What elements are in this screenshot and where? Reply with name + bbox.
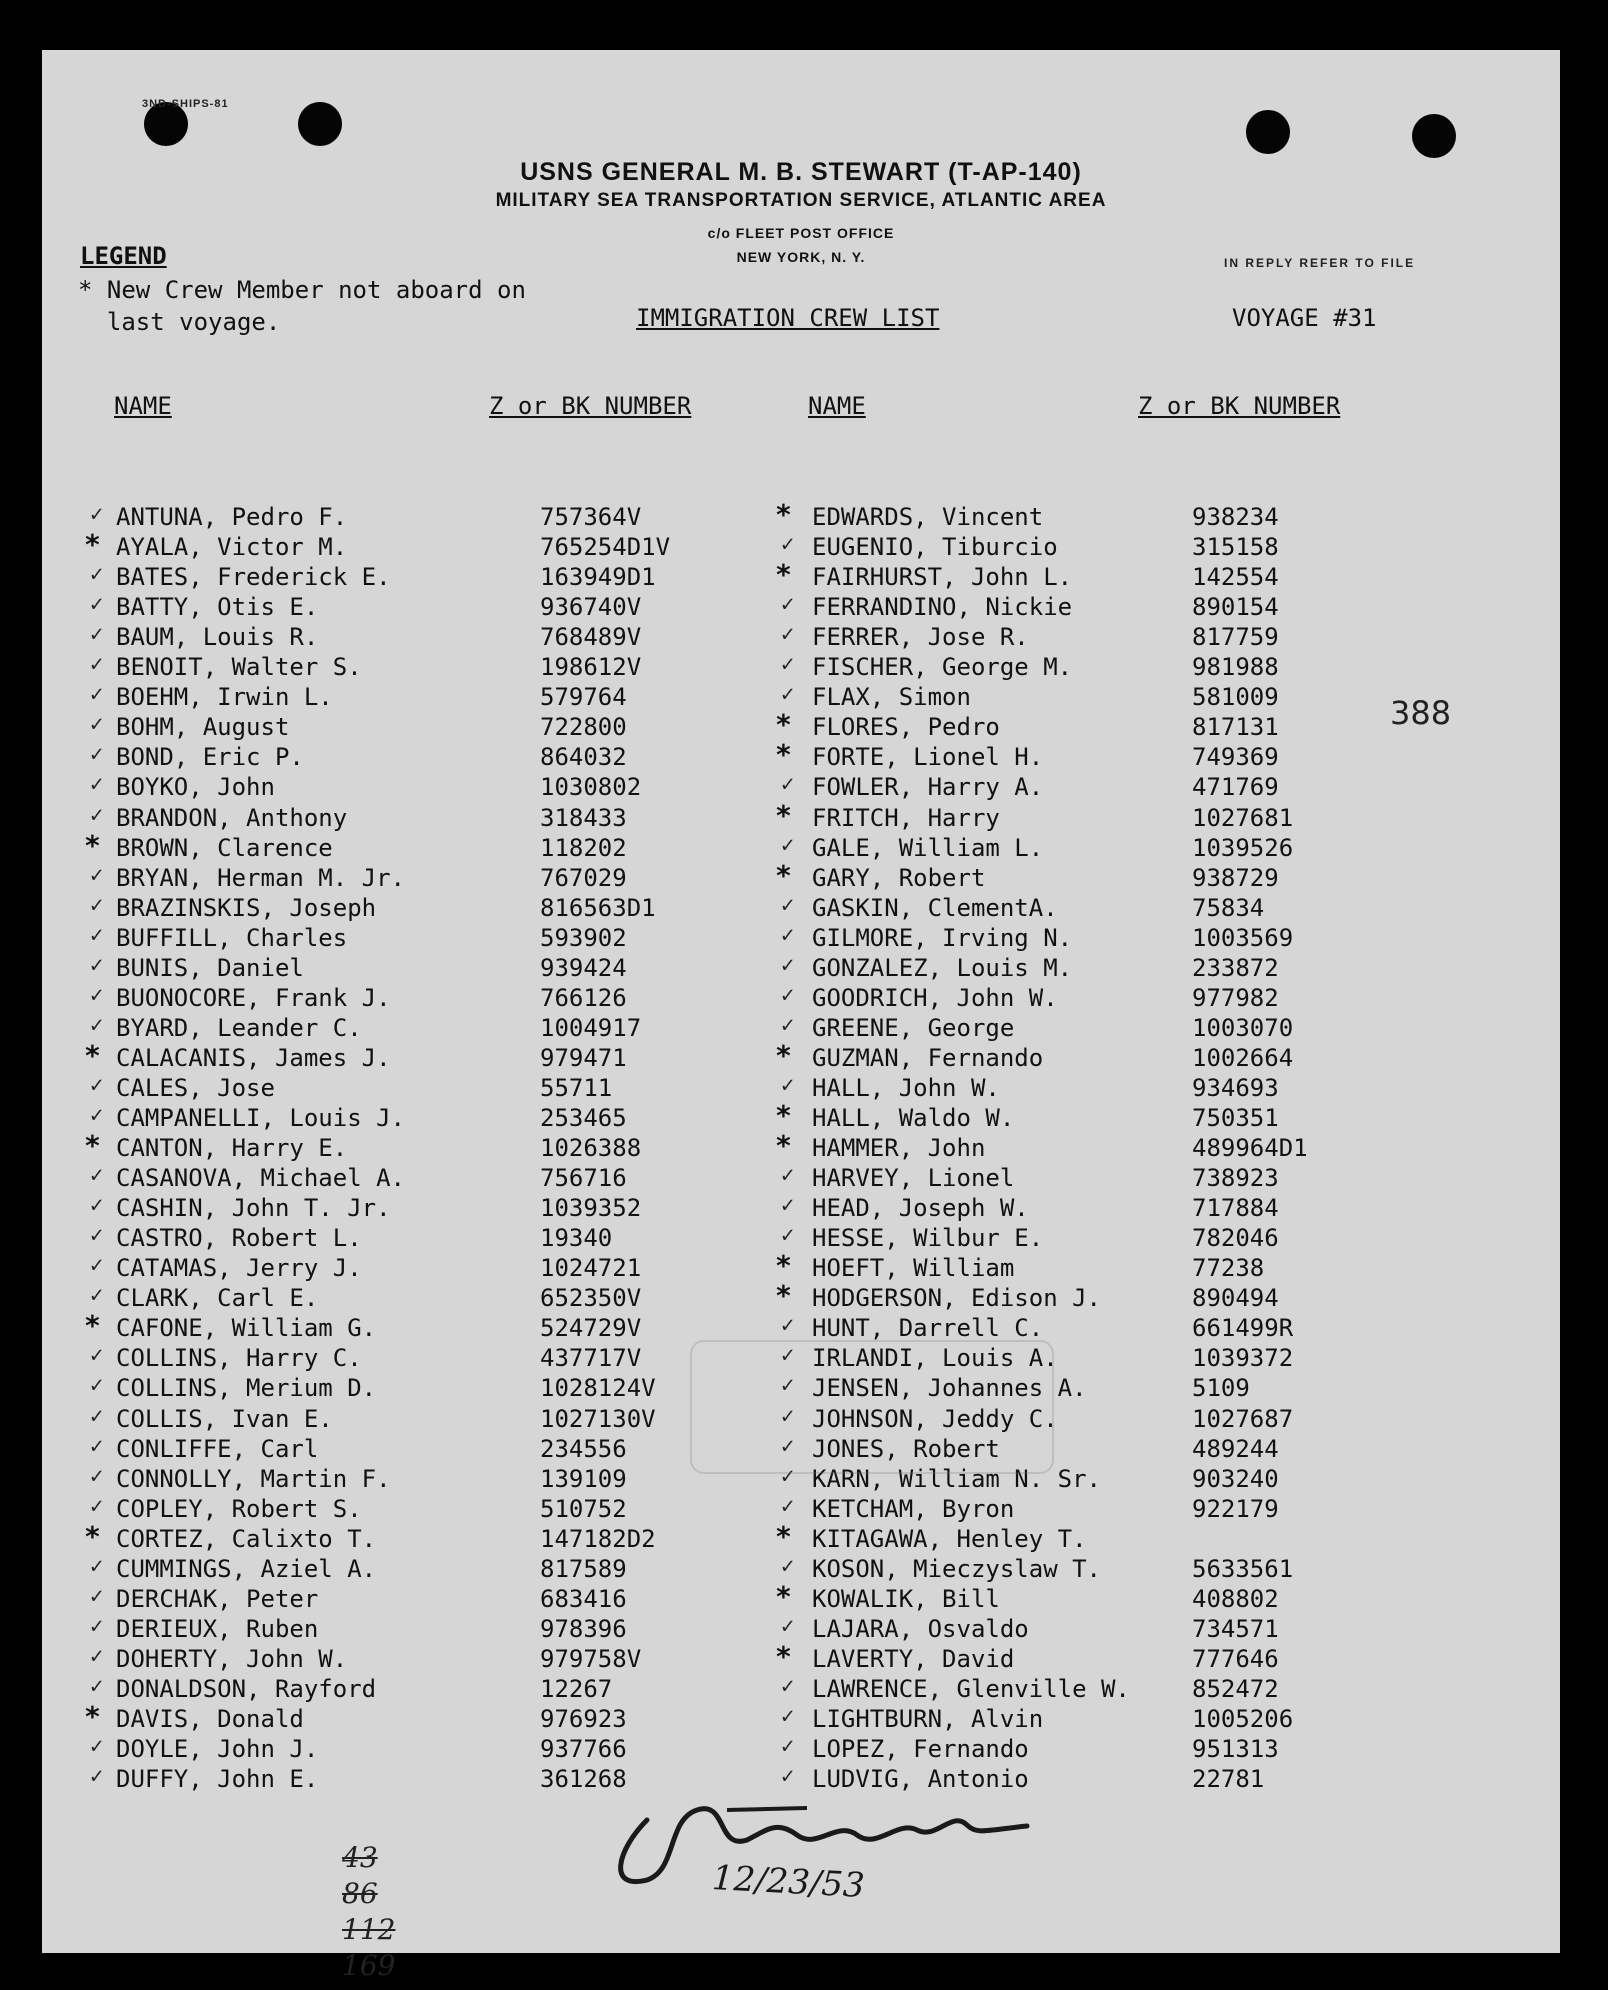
- crew-number: 1039372: [1192, 1344, 1294, 1372]
- crew-number: 722800: [540, 713, 627, 741]
- check-mark-icon: ✓: [90, 1253, 104, 1278]
- crew-name: IRLANDI, Louis A.: [812, 1344, 1058, 1372]
- crew-number: 738923: [1192, 1164, 1279, 1192]
- crew-number: 767029: [540, 864, 627, 892]
- new-crew-star-icon: *: [775, 1099, 792, 1132]
- crew-name: GOODRICH, John W.: [812, 984, 1058, 1012]
- check-mark-icon: ✓: [781, 1764, 795, 1789]
- crew-name: GARY, Robert: [812, 864, 986, 892]
- crew-name: HESSE, Wilbur E.: [812, 1224, 1044, 1252]
- crew-number: 471769: [1192, 773, 1279, 801]
- crew-name: DAVIS, Donald: [116, 1705, 304, 1733]
- check-mark-icon: ✓: [90, 983, 104, 1008]
- crew-name: CATAMAS, Jerry J.: [116, 1254, 362, 1282]
- crew-number: 147182D2: [540, 1525, 656, 1553]
- crew-name: KETCHAM, Byron: [812, 1495, 1015, 1523]
- crew-name: FERRANDINO, Nickie: [812, 593, 1073, 621]
- crew-number: 142554: [1192, 563, 1279, 591]
- new-crew-star-icon: *: [775, 738, 792, 771]
- crew-number: 934693: [1192, 1074, 1279, 1102]
- new-crew-star-icon: *: [775, 558, 792, 591]
- check-mark-icon: ✓: [781, 893, 795, 918]
- crew-number: 890154: [1192, 593, 1279, 621]
- crew-name: HOEFT, William: [812, 1254, 1015, 1282]
- crew-number: 922179: [1192, 1495, 1279, 1523]
- crew-name: FORTE, Lionel H.: [812, 743, 1044, 771]
- crew-number: 979758V: [540, 1645, 642, 1673]
- crew-name: CALACANIS, James J.: [116, 1044, 391, 1072]
- crew-number: 749369: [1192, 743, 1279, 771]
- crew-number: 233872: [1192, 954, 1279, 982]
- check-mark-icon: ✓: [781, 1674, 795, 1699]
- crew-name: KOSON, Mieczyslaw T.: [812, 1555, 1101, 1583]
- crew-name: JONES, Robert: [812, 1435, 1000, 1463]
- new-crew-star-icon: *: [775, 708, 792, 741]
- crew-name: KARN, William N. Sr.: [812, 1465, 1101, 1493]
- crew-name: LAJARA, Osvaldo: [812, 1615, 1029, 1643]
- check-mark-icon: ✓: [781, 1343, 795, 1368]
- crew-number: 163949D1: [540, 563, 656, 591]
- crew-name: BRAZINSKIS, Joseph: [116, 894, 377, 922]
- crew-name: COLLINS, Harry C.: [116, 1344, 362, 1372]
- crew-number: 817589: [540, 1555, 627, 1583]
- crew-name: DONALDSON, Rayford: [116, 1675, 377, 1703]
- crew-name: CALES, Jose: [116, 1074, 275, 1102]
- crew-name: COLLINS, Merium D.: [116, 1374, 377, 1402]
- crew-name: LAVERTY, David: [812, 1645, 1015, 1673]
- crew-name: LUDVIG, Antonio: [812, 1765, 1029, 1793]
- crew-number: 903240: [1192, 1465, 1279, 1493]
- check-mark-icon: ✓: [781, 833, 795, 858]
- crew-name: BATES, Frederick E.: [116, 563, 391, 591]
- crew-number: 652350V: [540, 1284, 642, 1312]
- check-mark-icon: ✓: [90, 502, 104, 527]
- check-mark-icon: ✓: [90, 772, 104, 797]
- check-mark-icon: ✓: [90, 1343, 104, 1368]
- crew-name: HARVEY, Lionel: [812, 1164, 1015, 1192]
- crew-number: 524729V: [540, 1314, 642, 1342]
- crew-name: HUNT, Darrell C.: [812, 1314, 1044, 1342]
- crew-number: 939424: [540, 954, 627, 982]
- check-mark-icon: ✓: [781, 983, 795, 1008]
- new-crew-star-icon: *: [775, 1279, 792, 1312]
- crew-number: 817759: [1192, 623, 1279, 651]
- punch-hole: [1246, 110, 1290, 154]
- check-mark-icon: ✓: [90, 1734, 104, 1759]
- faded-stamp: [690, 1340, 1054, 1474]
- crew-name: FLAX, Simon: [812, 683, 971, 711]
- legend-heading: LEGEND: [80, 242, 167, 270]
- crew-number: 234556: [540, 1435, 627, 1463]
- crew-number: 5633561: [1192, 1555, 1294, 1583]
- check-mark-icon: ✓: [781, 1404, 795, 1429]
- check-mark-icon: ✓: [781, 1464, 795, 1489]
- crew-name: GREENE, George: [812, 1014, 1015, 1042]
- document-page: [42, 50, 1560, 1982]
- check-mark-icon: ✓: [90, 592, 104, 617]
- crew-name: BUNIS, Daniel: [116, 954, 304, 982]
- crew-number: 510752: [540, 1495, 627, 1523]
- crew-number: 976923: [540, 1705, 627, 1733]
- new-crew-star-icon: *: [775, 1129, 792, 1162]
- crew-name: GALE, William L.: [812, 834, 1044, 862]
- check-mark-icon: ✓: [781, 682, 795, 707]
- check-mark-icon: ✓: [90, 1073, 104, 1098]
- crew-number: 951313: [1192, 1735, 1279, 1763]
- crew-number: 978396: [540, 1615, 627, 1643]
- check-mark-icon: ✓: [781, 1614, 795, 1639]
- letterhead-address-1: c/o FLEET POST OFFICE: [707, 225, 895, 241]
- crew-name: BATTY, Otis E.: [116, 593, 319, 621]
- crew-name: JENSEN, Johannes A.: [812, 1374, 1087, 1402]
- crew-name: GONZALEZ, Louis M.: [812, 954, 1073, 982]
- crew-number: 1039526: [1192, 834, 1294, 862]
- crew-name: CONNOLLY, Martin F.: [116, 1465, 391, 1493]
- check-mark-icon: ✓: [90, 1163, 104, 1188]
- crew-name: HALL, John W.: [812, 1074, 1000, 1102]
- form-code: 3ND-SHIPS-81: [142, 98, 229, 110]
- new-crew-star-icon: *: [775, 799, 792, 832]
- crew-number: 979471: [540, 1044, 627, 1072]
- crew-number: 489964D1: [1192, 1134, 1308, 1162]
- crew-number: 315158: [1192, 533, 1279, 561]
- crew-name: CLARK, Carl E.: [116, 1284, 319, 1312]
- crew-name: HEAD, Joseph W.: [812, 1194, 1029, 1222]
- crew-number: 816563D1: [540, 894, 656, 922]
- crew-name: BENOIT, Walter S.: [116, 653, 362, 681]
- crew-name: KITAGAWA, Henley T.: [812, 1525, 1087, 1553]
- crew-name: AYALA, Victor M.: [116, 533, 348, 561]
- crew-name: EUGENIO, Tiburcio: [812, 533, 1058, 561]
- crew-name: FLORES, Pedro: [812, 713, 1000, 741]
- crew-number: 1004917: [540, 1014, 642, 1042]
- crew-number: 1030802: [540, 773, 642, 801]
- left-number-header: Z or BK NUMBER: [489, 392, 692, 420]
- crew-number: 756716: [540, 1164, 627, 1192]
- crew-number: 1005206: [1192, 1705, 1294, 1733]
- crew-name: DOYLE, John J.: [116, 1735, 319, 1763]
- crew-name: JOHNSON, Jeddy C.: [812, 1405, 1058, 1433]
- crew-name: CORTEZ, Calixto T.: [116, 1525, 377, 1553]
- voyage-number: VOYAGE #31: [1232, 304, 1377, 332]
- crew-number: 408802: [1192, 1585, 1279, 1613]
- check-mark-icon: ✓: [90, 1373, 104, 1398]
- check-mark-icon: ✓: [781, 592, 795, 617]
- punch-hole: [298, 102, 342, 146]
- crew-number: 777646: [1192, 1645, 1279, 1673]
- crew-number: 318433: [540, 804, 627, 832]
- check-mark-icon: ✓: [781, 953, 795, 978]
- check-mark-icon: ✓: [90, 803, 104, 828]
- crew-number: 1024721: [540, 1254, 642, 1282]
- check-mark-icon: ✓: [781, 1434, 795, 1459]
- crew-name: FERRER, Jose R.: [812, 623, 1029, 651]
- crew-name: CUMMINGS, Aziel A.: [116, 1555, 377, 1583]
- crew-name: BUFFILL, Charles: [116, 924, 348, 952]
- new-crew-star-icon: *: [775, 859, 792, 892]
- crew-number: 782046: [1192, 1224, 1279, 1252]
- check-mark-icon: ✓: [781, 1373, 795, 1398]
- new-crew-star-icon: *: [775, 1039, 792, 1072]
- tally-value: 112: [342, 1913, 396, 1946]
- check-mark-icon: ✓: [90, 1764, 104, 1789]
- crew-name: DUFFY, John E.: [116, 1765, 319, 1793]
- check-mark-icon: ✓: [781, 622, 795, 647]
- check-mark-icon: ✓: [90, 1404, 104, 1429]
- crew-name: CANTON, Harry E.: [116, 1134, 348, 1162]
- right-number-header: Z or BK NUMBER: [1138, 392, 1341, 420]
- crew-name: CASANOVA, Michael A.: [116, 1164, 405, 1192]
- crew-number: 55711: [540, 1074, 613, 1102]
- crew-number: 1027130V: [540, 1405, 656, 1433]
- page-number: 388: [1390, 694, 1452, 732]
- crew-name: BROWN, Clarence: [116, 834, 333, 862]
- new-crew-star-icon: *: [775, 1580, 792, 1613]
- crew-name: LIGHTBURN, Alvin: [812, 1705, 1044, 1733]
- crew-name: BAUM, Louis R.: [116, 623, 319, 651]
- check-mark-icon: ✓: [90, 1283, 104, 1308]
- check-mark-icon: ✓: [781, 532, 795, 557]
- check-mark-icon: ✓: [90, 1674, 104, 1699]
- legend-text: * New Crew Member not aboard on last voyage.: [78, 276, 526, 336]
- crew-number: 717884: [1192, 1194, 1279, 1222]
- check-mark-icon: ✓: [90, 652, 104, 677]
- crew-number: 1028124V: [540, 1374, 656, 1402]
- crew-number: 936740V: [540, 593, 642, 621]
- crew-name: GILMORE, Irving N.: [812, 924, 1073, 952]
- crew-number: 22781: [1192, 1765, 1265, 1793]
- new-crew-star-icon: *: [84, 1309, 101, 1342]
- crew-name: BOEHM, Irwin L.: [116, 683, 333, 711]
- crew-number: 750351: [1192, 1104, 1279, 1132]
- crew-number: 198612V: [540, 653, 642, 681]
- crew-number: 661499R: [1192, 1314, 1294, 1342]
- tally-value: 43: [342, 1841, 378, 1874]
- crew-number: 253465: [540, 1104, 627, 1132]
- crew-number: 977982: [1192, 984, 1279, 1012]
- check-mark-icon: ✓: [781, 923, 795, 948]
- new-crew-star-icon: *: [84, 1700, 101, 1733]
- new-crew-star-icon: *: [775, 498, 792, 531]
- crew-number: 437717V: [540, 1344, 642, 1372]
- crew-number: 981988: [1192, 653, 1279, 681]
- check-mark-icon: ✓: [781, 772, 795, 797]
- crew-name: CAFONE, William G.: [116, 1314, 377, 1342]
- check-mark-icon: ✓: [781, 1013, 795, 1038]
- left-name-header: NAME: [114, 392, 172, 420]
- crew-name: BYARD, Leander C.: [116, 1014, 362, 1042]
- crew-name: GASKIN, ClementA.: [812, 894, 1058, 922]
- crew-number: 757364V: [540, 503, 642, 531]
- crew-name: LOPEZ, Fernando: [812, 1735, 1029, 1763]
- crew-number: 139109: [540, 1465, 627, 1493]
- crew-name: BRANDON, Anthony: [116, 804, 348, 832]
- crew-number: 118202: [540, 834, 627, 862]
- new-crew-star-icon: *: [775, 1520, 792, 1553]
- crew-name: EDWARDS, Vincent: [812, 503, 1044, 531]
- tally-value: 86: [342, 1877, 378, 1910]
- crew-name: CONLIFFE, Carl: [116, 1435, 319, 1463]
- new-crew-star-icon: *: [84, 829, 101, 862]
- check-mark-icon: ✓: [90, 1554, 104, 1579]
- check-mark-icon: ✓: [781, 1193, 795, 1218]
- check-mark-icon: ✓: [781, 1554, 795, 1579]
- crew-name: COLLIS, Ivan E.: [116, 1405, 333, 1433]
- crew-name: CASHIN, John T. Jr.: [116, 1194, 391, 1222]
- check-mark-icon: ✓: [90, 1464, 104, 1489]
- crew-name: ANTUNA, Pedro F.: [116, 503, 348, 531]
- crew-name: BOND, Eric P.: [116, 743, 304, 771]
- letterhead-service: MILITARY SEA TRANSPORTATION SERVICE, ATLANTIC AREA: [495, 190, 1107, 211]
- crew-name: CASTRO, Robert L.: [116, 1224, 362, 1252]
- crew-name: DOHERTY, John W.: [116, 1645, 348, 1673]
- check-mark-icon: ✓: [90, 893, 104, 918]
- crew-number: 1003070: [1192, 1014, 1294, 1042]
- crew-number: 768489V: [540, 623, 642, 651]
- check-mark-icon: ✓: [90, 1013, 104, 1038]
- check-mark-icon: ✓: [781, 1704, 795, 1729]
- crew-name: BOYKO, John: [116, 773, 275, 801]
- crew-number: 1027687: [1192, 1405, 1294, 1433]
- crew-number: 938234: [1192, 503, 1279, 531]
- check-mark-icon: ✓: [781, 1494, 795, 1519]
- check-mark-icon: ✓: [90, 712, 104, 737]
- letterhead-ship: USNS GENERAL M. B. STEWART (T-AP-140): [520, 158, 1082, 186]
- new-crew-star-icon: *: [775, 1640, 792, 1673]
- crew-name: DERCHAK, Peter: [116, 1585, 319, 1613]
- crew-number: 19340: [540, 1224, 613, 1252]
- crew-name: KOWALIK, Bill: [812, 1585, 1000, 1613]
- check-mark-icon: ✓: [90, 863, 104, 888]
- crew-name: HODGERSON, Edison J.: [812, 1284, 1101, 1312]
- right-name-header: NAME: [808, 392, 866, 420]
- check-mark-icon: ✓: [90, 953, 104, 978]
- new-crew-star-icon: *: [775, 1249, 792, 1282]
- crew-number: 864032: [540, 743, 627, 771]
- check-mark-icon: ✓: [781, 652, 795, 677]
- reply-note: IN REPLY REFER TO FILE: [1224, 256, 1416, 270]
- crew-number: 5109: [1192, 1374, 1250, 1402]
- crew-number: 75834: [1192, 894, 1265, 922]
- check-mark-icon: ✓: [90, 1644, 104, 1669]
- crew-number: 937766: [540, 1735, 627, 1763]
- crew-number: 489244: [1192, 1435, 1279, 1463]
- new-crew-star-icon: *: [84, 1520, 101, 1553]
- letterhead-address-2: NEW YORK, N. Y.: [736, 249, 866, 265]
- crew-name: GUZMAN, Fernando: [812, 1044, 1044, 1072]
- crew-name: FAIRHURST, John L.: [812, 563, 1073, 591]
- crew-number: 12267: [540, 1675, 613, 1703]
- tally-marks: [342, 1840, 395, 1984]
- crew-number: 1027681: [1192, 804, 1294, 832]
- crew-name: FOWLER, Harry A.: [812, 773, 1044, 801]
- crew-number: 817131: [1192, 713, 1279, 741]
- signature-date: 12/23/53: [711, 1858, 866, 1906]
- crew-number: 581009: [1192, 683, 1279, 711]
- check-mark-icon: ✓: [90, 1434, 104, 1459]
- check-mark-icon: ✓: [90, 742, 104, 767]
- document-title: IMMIGRATION CREW LIST: [636, 304, 940, 332]
- check-mark-icon: ✓: [781, 1734, 795, 1759]
- crew-number: 579764: [540, 683, 627, 711]
- crew-number: 1026388: [540, 1134, 642, 1162]
- crew-number: 765254D1V: [540, 533, 671, 561]
- crew-number: 1002664: [1192, 1044, 1294, 1072]
- check-mark-icon: ✓: [781, 1073, 795, 1098]
- check-mark-icon: ✓: [90, 1494, 104, 1519]
- crew-name: FRITCH, Harry: [812, 804, 1000, 832]
- crew-name: BUONOCORE, Frank J.: [116, 984, 391, 1012]
- crew-number: 593902: [540, 924, 627, 952]
- crew-number: 938729: [1192, 864, 1279, 892]
- new-crew-star-icon: *: [84, 1039, 101, 1072]
- crew-name: HAMMER, John: [812, 1134, 986, 1162]
- new-crew-star-icon: *: [84, 1129, 101, 1162]
- crew-number: 1039352: [540, 1194, 642, 1222]
- crew-name: HALL, Waldo W.: [812, 1104, 1015, 1132]
- check-mark-icon: ✓: [90, 923, 104, 948]
- crew-number: 852472: [1192, 1675, 1279, 1703]
- crew-number: 1003569: [1192, 924, 1294, 952]
- tally-value: 169: [342, 1949, 396, 1982]
- check-mark-icon: ✓: [781, 1223, 795, 1248]
- check-mark-icon: ✓: [90, 1223, 104, 1248]
- crew-number: 890494: [1192, 1284, 1279, 1312]
- check-mark-icon: ✓: [781, 1163, 795, 1188]
- crew-name: CAMPANELLI, Louis J.: [116, 1104, 405, 1132]
- crew-name: FISCHER, George M.: [812, 653, 1073, 681]
- crew-name: BRYAN, Herman M. Jr.: [116, 864, 405, 892]
- crew-name: BOHM, August: [116, 713, 290, 741]
- crew-number: 361268: [540, 1765, 627, 1793]
- crew-number: 766126: [540, 984, 627, 1012]
- check-mark-icon: ✓: [90, 1614, 104, 1639]
- crew-number: 683416: [540, 1585, 627, 1613]
- check-mark-icon: ✓: [90, 622, 104, 647]
- check-mark-icon: ✓: [90, 1193, 104, 1218]
- check-mark-icon: ✓: [90, 1103, 104, 1128]
- check-mark-icon: ✓: [90, 562, 104, 587]
- crew-number: 734571: [1192, 1615, 1279, 1643]
- crew-name: DERIEUX, Ruben: [116, 1615, 319, 1643]
- crew-name: LAWRENCE, Glenville W.: [812, 1675, 1130, 1703]
- check-mark-icon: ✓: [90, 682, 104, 707]
- crew-name: COPLEY, Robert S.: [116, 1495, 362, 1523]
- punch-hole: [1412, 114, 1456, 158]
- check-mark-icon: ✓: [781, 1313, 795, 1338]
- crew-number: 77238: [1192, 1254, 1265, 1282]
- check-mark-icon: ✓: [90, 1584, 104, 1609]
- new-crew-star-icon: *: [84, 528, 101, 561]
